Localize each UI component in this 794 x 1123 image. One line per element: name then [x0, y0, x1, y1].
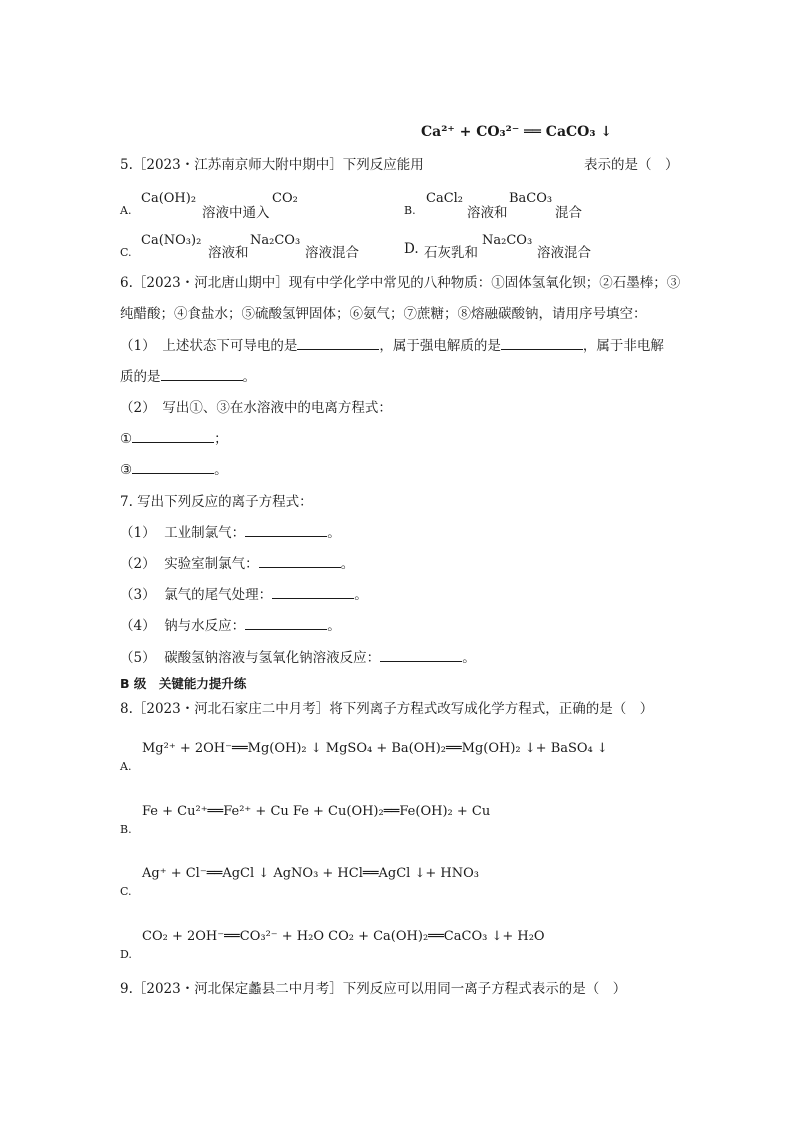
q8-option-b-equation: Fe + Cu²⁺══Fe²⁺ + Cu Fe + Cu(OH)₂══Fe(OH)₂ + Cu [142, 804, 491, 819]
q8-option-d-equation: CO₂ + 2OH⁻══CO₃²⁻ + H₂O CO₂ + Ca(OH)₂══CaCO₃ ↓+ H₂O [142, 929, 545, 944]
q8-option-c-label: C. [120, 885, 132, 898]
q7-item-num: （3） [120, 587, 156, 603]
q5-equation: Ca²⁺ + CO₃²⁻ ══ CaCO₃ ↓ [421, 124, 613, 140]
q5-option-b-text: 溶液和 [467, 205, 508, 221]
q6-p2-item1: ① [120, 431, 133, 447]
q7-item-text: 工业制氯气： [164, 525, 246, 541]
q5-option-d-chem2: Na₂CO₃ [482, 233, 533, 248]
q7-item-num: （1） [120, 525, 156, 541]
q7-item-end: 。 [340, 556, 355, 572]
q5-option-c-text2: 溶液混合 [305, 245, 359, 261]
q6-p2-item1-end: ； [214, 431, 228, 447]
q7-item-text: 钠与水反应： [164, 618, 246, 634]
q7-blank-3[interactable] [272, 586, 354, 599]
q5-option-d-text2: 溶液混合 [537, 245, 591, 261]
q5-option-c-text: 溶液和 [208, 245, 249, 261]
q7-item-end: 。 [354, 587, 368, 603]
q8-option-d-label: D. [120, 948, 132, 961]
q7-stem: 7. 写出下列反应的离子方程式： [120, 494, 313, 510]
q5-option-a-chem2: CO₂ [272, 191, 298, 206]
q7-item [120, 583, 368, 603]
q7-blank-5[interactable] [380, 649, 462, 662]
q8-stem: 8.［2023・河北石家庄二中月考］将下列离子方程式改写成化学方程式，正确的是（ ） [120, 701, 654, 717]
q6-p1-a: （1） 上述状态下可导电的是 [120, 338, 298, 354]
q9-stem: 9.［2023・河北保定蠡县二中月考］下列反应可以用同一离子方程式表示的是（ ） [120, 981, 627, 997]
q5-option-b-label: B. [404, 204, 416, 217]
q5-option-b-chem2: BaCO₃ [509, 191, 553, 206]
q7-blank-4[interactable] [245, 617, 327, 630]
q5-option-d-label: D. [404, 241, 419, 257]
q7-item-text: 实验室制氯气： [164, 556, 259, 572]
q8-option-a-equation: Mg²⁺ + 2OH⁻══Mg(OH)₂ ↓ MgSO₄ + Ba(OH)₂══Mg(OH)₂ ↓+ BaSO₄ ↓ [142, 741, 608, 756]
q6-blank-strong-electrolyte[interactable] [501, 337, 583, 350]
q6-p1-end: 。 [242, 369, 256, 385]
q5-option-b-chem1: CaCl₂ [426, 191, 464, 206]
q5-option-b-text2: 混合 [555, 205, 582, 221]
q6-p1-c: ，属于非电解 [582, 338, 664, 354]
q6-p1-d: 质的是 [120, 369, 161, 385]
q7-item-end: 。 [462, 650, 476, 666]
q6-part2: （2） 写出①、③在水溶液中的电离方程式： [120, 400, 392, 416]
section-heading: B 级 关键能力提升练 [120, 676, 247, 691]
q5-option-a-label: A. [120, 204, 132, 217]
q6-p2-item3-end: 。 [214, 462, 228, 478]
q7-item-num: （4） [120, 618, 156, 634]
q5-option-d-text: 石灰乳和 [424, 245, 478, 261]
q7-item [120, 521, 341, 541]
q8-option-c-equation: Ag⁺ + Cl⁻══AgCl ↓ AgNO₃ + HCl══AgCl ↓+ HNO₃ [142, 866, 479, 881]
q6-line1: 6.［2023・河北唐山期中］现有中学化学中常见的八种物质：①固体氢氧化钡；②石墨棒；③ [120, 275, 681, 291]
q5-option-c-label: C. [120, 246, 132, 259]
q7-item [120, 552, 354, 572]
q5-option-c-chem1: Ca(NO₃)₂ [141, 233, 202, 248]
q5-stem: 5.［2023・江苏南京师大附中期中］下列反应能用 [120, 157, 424, 173]
q8-option-b-label: B. [120, 823, 132, 836]
q7-item-end: 。 [327, 525, 341, 541]
q7-blank-1[interactable] [245, 524, 327, 537]
q5-option-a-chem1: Ca(OH)₂ [141, 191, 197, 206]
q6-blank-conductive[interactable] [297, 337, 379, 350]
q7-item-num: （2） [120, 556, 156, 572]
q7-item-end: 。 [327, 618, 341, 634]
q6-blank-ionization-3[interactable] [132, 461, 214, 474]
q5-option-a-text: 溶液中通入 [202, 205, 270, 221]
q6-p2-item3: ③ [120, 462, 133, 478]
q7-item-text: 氯气的尾气处理： [164, 587, 273, 603]
q7-blank-2[interactable] [259, 555, 341, 568]
q7-item-text: 碳酸氢钠溶液与氢氧化钠溶液反应： [164, 650, 381, 666]
q7-item-num: （5） [120, 650, 156, 666]
q6-line2: 纯醋酸；④食盐水；⑤硫酸氢钾固体；⑥氨气；⑦蔗糖；⑧熔融碳酸钠，请用序号填空： [120, 306, 647, 322]
q5-stem-tail: 表示的是（ ） [584, 157, 679, 173]
q8-option-a-label: A. [120, 760, 132, 773]
q7-item [120, 614, 341, 634]
q5-option-c-chem2: Na₂CO₃ [250, 233, 301, 248]
q6-blank-ionization-1[interactable] [132, 430, 214, 443]
q7-item [120, 646, 476, 666]
q6-p1-b: ，属于强电解质的是 [379, 338, 501, 354]
q6-blank-nonelectrolyte[interactable] [161, 368, 243, 381]
